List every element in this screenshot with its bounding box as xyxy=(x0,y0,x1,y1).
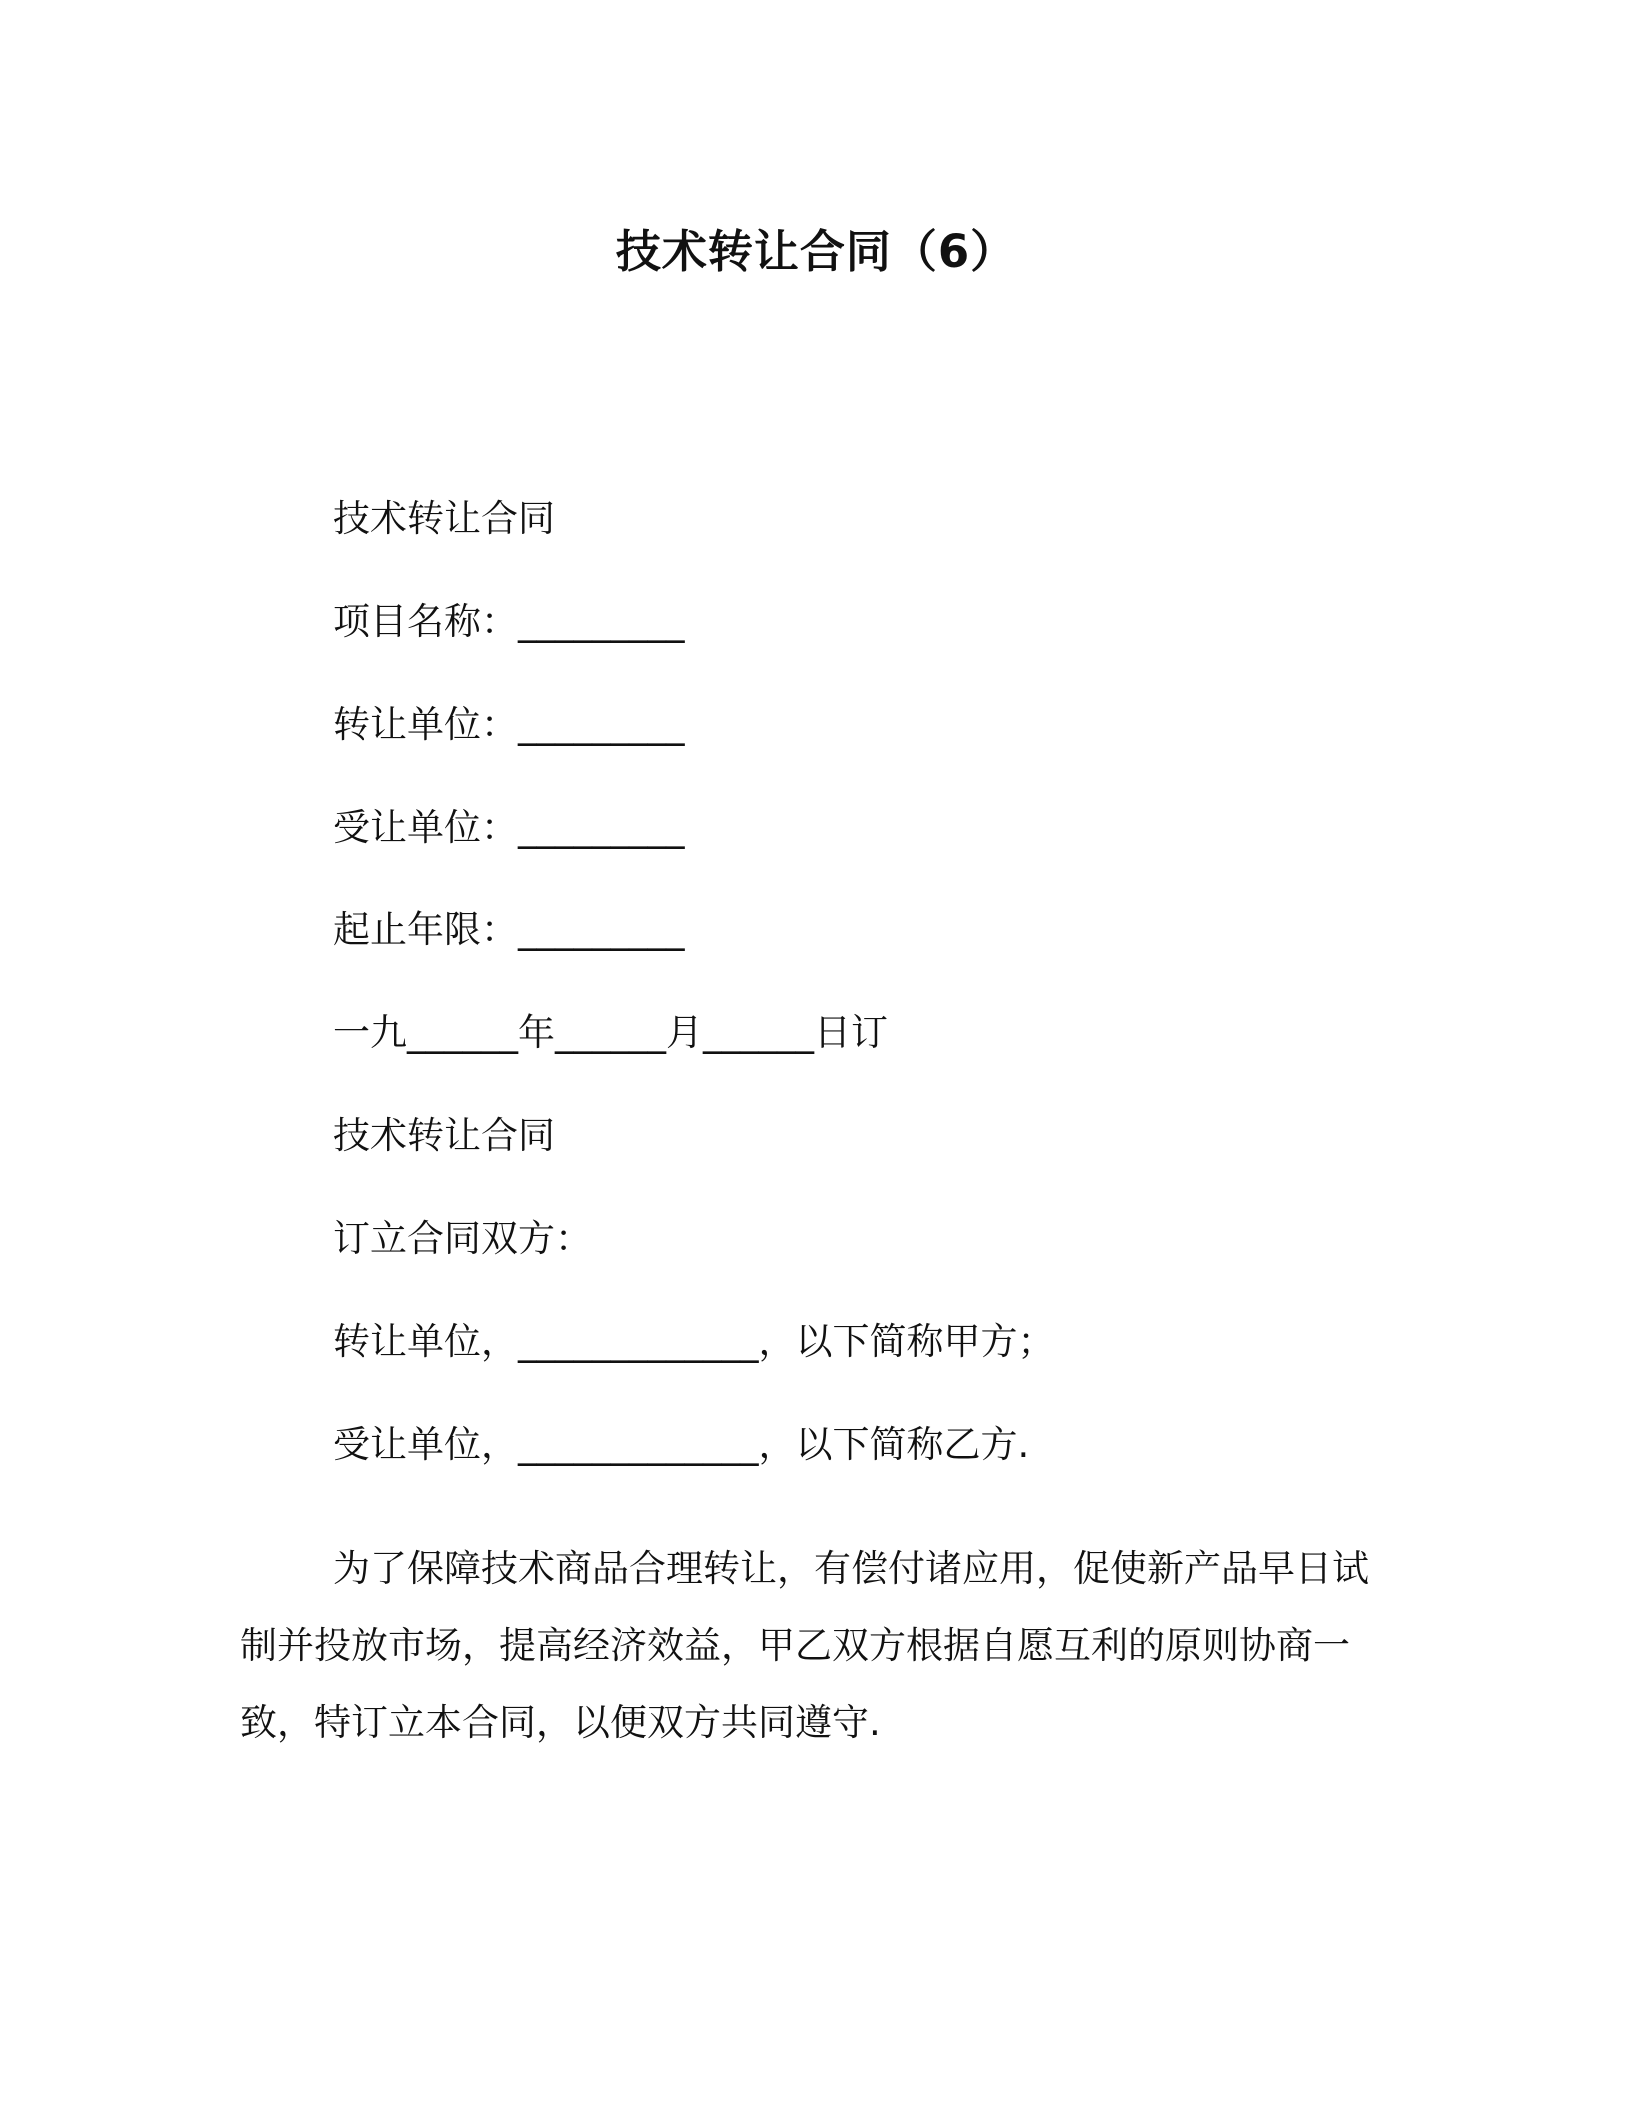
preamble-paragraph: 为了保障技术商品合理转让，有偿付诸应用，促使新产品早日试制并投放市场，提高经济效益，甲乙双方根据自愿互利的原则协商一致，特订立本合同，以便双方共同遵守. xyxy=(240,1547,1369,1744)
party-b-line: 受让单位，_____________，以下简称乙方. xyxy=(333,1423,1030,1466)
field-signing-date: 一九______年______月______日订 xyxy=(333,1011,888,1054)
field-transferor: 转让单位：_________ xyxy=(333,703,685,746)
party-a-line: 转让单位，_____________，以下简称甲方； xyxy=(333,1320,1055,1363)
parties-label: 订立合同双方： xyxy=(333,1217,592,1260)
heading-contract-name: 技术转让合同 xyxy=(333,497,555,540)
field-transferee: 受让单位：_________ xyxy=(333,806,685,849)
document-title: 技术转让合同（6） xyxy=(615,225,1017,278)
heading-contract-body: 技术转让合同 xyxy=(333,1114,555,1157)
field-project-name: 项目名称：_________ xyxy=(333,600,685,643)
field-term: 起止年限：_________ xyxy=(333,908,685,951)
